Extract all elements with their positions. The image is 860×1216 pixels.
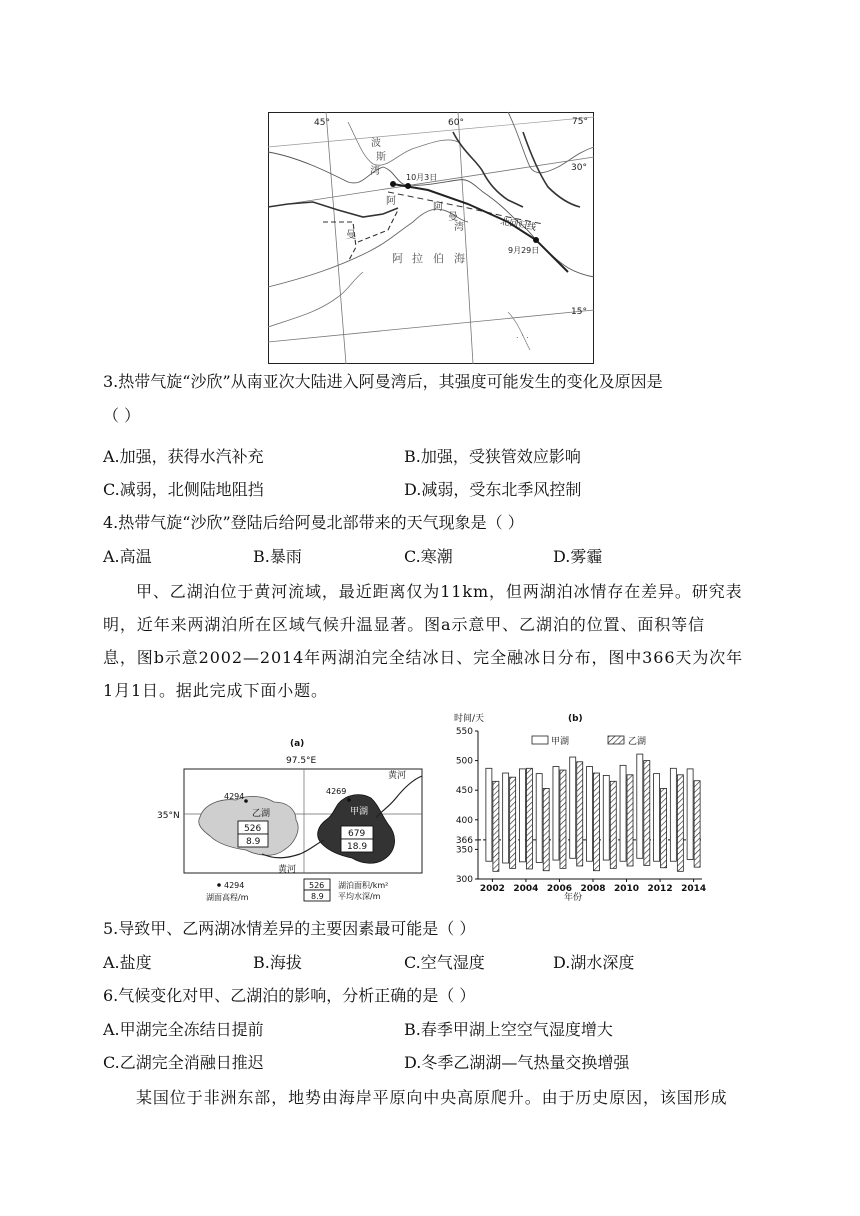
- bar-yi-2003: [510, 777, 516, 868]
- bar-jia-2013: [670, 768, 676, 861]
- bar-jia-2007: [570, 757, 576, 858]
- q3-paren: （ ）: [103, 406, 141, 425]
- figure-a-lake-map: [157, 732, 428, 902]
- passage-lakes-line1: 甲、乙湖泊位于黄河流域，最近距离仅为11km，但两湖泊冰情存在差异。研究表: [136, 582, 743, 601]
- chart-y-tick-label: 500: [455, 756, 473, 767]
- q6-stem: 6.气候变化对甲、乙湖泊的影响，分析正确的是（ ）: [103, 986, 476, 1005]
- passage-lakes: [103, 575, 763, 707]
- svg-text:. · .: . · .: [516, 331, 529, 340]
- q5-option-b[interactable]: B.海拔: [253, 953, 302, 972]
- chart-x-tick-label: 2012: [647, 884, 673, 894]
- place-bo2: 伯: [433, 252, 444, 265]
- legend-depth-value: 8.9: [311, 892, 324, 901]
- cyclone-track-map: [268, 112, 594, 364]
- yi-elevation: 4294: [224, 792, 245, 801]
- legend-yi-label: 乙湖: [628, 737, 647, 747]
- date-label-sep29: 9月29日: [508, 246, 540, 255]
- lat-label-30: 30°: [571, 163, 587, 173]
- bar-jia-2012: [654, 774, 660, 862]
- bar-jia-2014: [687, 769, 693, 860]
- q4-stem: 4.热带气旋“沙欣”登陆后给阿曼北部带来的天气现象是（ ）: [103, 513, 524, 532]
- chart-x-tick-label: 2010: [614, 884, 640, 894]
- q5-option-c[interactable]: C.空气湿度: [404, 953, 485, 972]
- passage-lakes-line3: 息，图b示意2002—2014年两湖泊完全结冰日、完全融冰日分布，图中366天为次年: [103, 648, 744, 667]
- q3-option-b[interactable]: B.加强，受狭管效应影响: [404, 447, 581, 466]
- legend-yi-swatch: [608, 736, 624, 744]
- passage-africa-line1: 某国位于非洲东部，地势由海岸平原向中央高原爬升。由于历史原因，该国形成: [136, 1088, 728, 1107]
- bar-jia-2004: [519, 769, 525, 862]
- place-hai: 海: [454, 252, 465, 265]
- fig-a-title: (a): [290, 739, 305, 749]
- legend-area-label: 湖泊面积/km²: [338, 881, 389, 890]
- bar-yi-2012: [661, 788, 667, 867]
- chart-y-tick-label: 350: [455, 845, 473, 856]
- bar-yi-2009: [610, 781, 616, 868]
- place-wan: 湾: [370, 166, 380, 177]
- legend-elev-value: 4294: [224, 881, 245, 890]
- bar-jia-2009: [603, 775, 609, 860]
- figure-b-ice-chart: [440, 707, 708, 903]
- chart-x-tick-label: 2004: [513, 884, 539, 894]
- q4-option-d[interactable]: D.雾霾: [553, 547, 603, 566]
- place-man1: 曼: [346, 230, 356, 241]
- fig-a-river-label-2: 黄河: [278, 865, 297, 875]
- bar-yi-2014: [694, 781, 700, 867]
- q6-option-a[interactable]: A.甲湖完全冻结日提前: [103, 1020, 264, 1039]
- lat-label-75: 75°: [572, 117, 588, 127]
- legend-jia-label: 甲湖: [551, 737, 570, 747]
- q6-option-b[interactable]: B.春季甲湖上空空气湿度增大: [404, 1020, 613, 1039]
- fig-a-river-label: 黄河: [388, 771, 407, 781]
- q3-stem: 3.热带气旋“沙欣”从南亚次大陆进入阿曼湾后，其强度可能发生的变化及原因是: [103, 372, 663, 391]
- bar-yi-2010: [627, 775, 633, 866]
- fig-a-parallel: 35°N: [157, 811, 180, 821]
- place-si: 斯: [376, 152, 386, 163]
- place-la: 拉: [412, 252, 423, 265]
- lon-label-60: 60°: [448, 118, 464, 128]
- q5-option-d[interactable]: D.湖水深度: [553, 953, 635, 972]
- place-wan2: 湾: [454, 222, 464, 233]
- bar-yi-2005: [543, 788, 549, 870]
- q3-option-d[interactable]: D.减弱，受东北季风控制: [404, 480, 582, 499]
- q6-option-c[interactable]: C.乙湖完全消融日推迟: [103, 1053, 264, 1072]
- bar-jia-2010: [620, 765, 626, 861]
- q5-option-a[interactable]: A.盐度: [103, 953, 152, 972]
- passage-africa: [103, 1081, 763, 1114]
- q5-stem: 5.导致甲、乙两湖冰情差异的主要因素最可能是（ ）: [103, 919, 476, 938]
- chart-title: (b): [568, 714, 583, 724]
- bar-yi-2008: [594, 773, 600, 871]
- chart-x-tick-label: 2008: [580, 884, 606, 894]
- bar-yi-2006: [560, 770, 566, 868]
- bar-jia-2003: [503, 773, 509, 863]
- place-a2: 阿: [433, 202, 443, 213]
- bar-jia-2008: [587, 767, 593, 862]
- bar-yi-2011: [644, 761, 650, 866]
- q6-option-d[interactable]: D.冬季乙湖湖—气热量交换增强: [404, 1053, 630, 1072]
- legend-jia-swatch: [532, 736, 548, 744]
- bar-yi-2007: [577, 762, 583, 866]
- fig-a-meridian: 97.5°E: [286, 756, 317, 766]
- bar-yi-2004: [526, 768, 532, 869]
- lon-label-45: 45°: [314, 118, 330, 128]
- date-label-oct3: 10月3日: [406, 173, 438, 182]
- legend-elev-label: 湖面高程/m: [206, 893, 249, 902]
- chart-x-tick-label: 2002: [479, 884, 505, 894]
- tropic-label: 北回归线: [499, 217, 537, 234]
- legend-area-value: 526: [309, 881, 325, 890]
- passage-lakes-line4: 1月1日。据此完成下面小题。: [103, 681, 328, 700]
- bar-jia-2002: [486, 768, 492, 861]
- chart-x-tick-label: 2006: [546, 884, 572, 894]
- chart-y-tick-label: 400: [455, 815, 473, 826]
- bar-jia-2011: [637, 754, 643, 858]
- bar-yi-2013: [677, 775, 683, 871]
- yi-depth: 8.9: [246, 837, 261, 847]
- place-man2: 曼: [448, 212, 458, 223]
- chart-x-tick-label: 2014: [681, 884, 707, 894]
- q4-option-c[interactable]: C.寒潮: [404, 547, 453, 566]
- bar-jia-2005: [536, 774, 542, 863]
- jia-depth: 18.9: [347, 842, 368, 852]
- q3-option-a[interactable]: A.加强，获得水汽补充: [103, 447, 264, 466]
- q4-option-b[interactable]: B.暴雨: [253, 547, 302, 566]
- q3-option-c[interactable]: C.减弱，北侧陆地阻挡: [103, 480, 264, 499]
- q4-option-a[interactable]: A.高温: [103, 547, 152, 566]
- bar-yi-2002: [493, 781, 499, 871]
- chart-y-tick-label: 366: [455, 835, 473, 846]
- bar-jia-2006: [553, 767, 559, 861]
- jia-area: 679: [348, 829, 366, 839]
- yi-name: 乙湖: [252, 809, 271, 819]
- legend-depth-label: 平均水深/m: [338, 892, 381, 901]
- place-a3: 阿: [392, 252, 403, 265]
- passage-lakes-line2: 明，近年来两湖泊所在区域气候升温显著。图a示意甲、乙湖泊的位置、面积等信: [103, 615, 705, 634]
- chart-y-tick-label: 550: [455, 727, 473, 737]
- place-bo: 波: [371, 138, 381, 149]
- jia-elevation: 4269: [326, 787, 347, 796]
- lat-label-15: 15°: [571, 307, 587, 317]
- chart-xlabel: 年份: [564, 893, 583, 903]
- place-a1: 阿: [386, 196, 396, 207]
- chart-y-tick-label: 450: [455, 786, 473, 797]
- yi-area: 526: [244, 824, 262, 834]
- chart-ylabel: 时间/天: [454, 714, 485, 724]
- jia-name: 甲湖: [350, 807, 369, 817]
- chart-y-tick-label: 300: [455, 875, 473, 885]
